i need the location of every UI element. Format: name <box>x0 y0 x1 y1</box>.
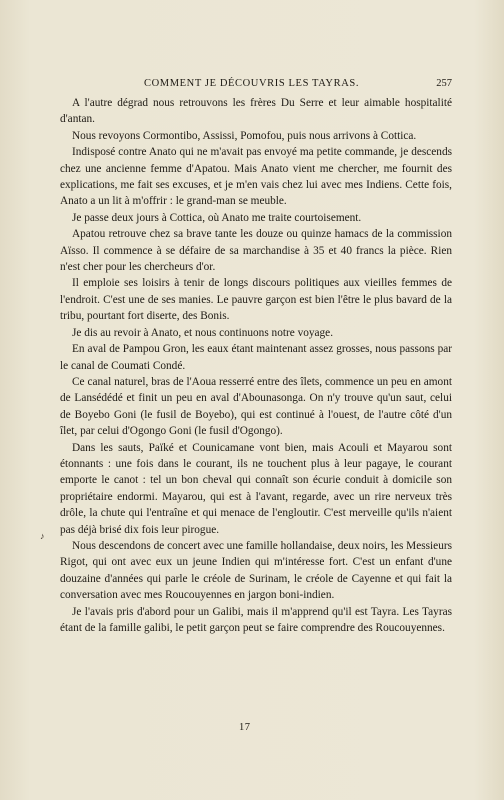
signature-mark: 17 <box>239 722 251 733</box>
margin-mark: ♪ <box>40 531 45 541</box>
paragraph: Je dis au revoir à Anato, et nous continuons notre voyage. <box>72 326 334 339</box>
paragraph: Je l'avais pris d'abord pour un Galibi, mais il m'apprend qu'il est Tayra. Les Tayras étant de la famille galibi, le petit garçon peut se faire comprendre des Roucouyennes. <box>60 605 452 634</box>
body-text <box>60 95 452 636</box>
paragraph: Je passe deux jours à Cottica, où Anato me traite courtoisement. <box>72 211 362 224</box>
running-title: COMMENT JE DÉCOUVRIS LES TAYRAS. <box>144 78 360 89</box>
paragraph: Dans les sauts, Païké et Counicamane vont bien, mais Acouli et Mayarou sont étonnants : une fois dans le courant, ils ne touchent plus à leur pagaye, le courant emporte le canot : tel un bon cheval qui connaît son écurie conduit à domicile son propriétaire endormi. Mayarou, qui est à l'avant, regarde, avec un rire nerveux très drôle, la chute qui l'entraîne et qui menace de l'engloutir. C'est merveille qu'ils n'aient pas déjà brisé dix fois leur pirogue. <box>60 441 452 536</box>
paragraph: En aval de Pampou Gron, les eaux étant maintenant assez grosses, nous passons par le canal de Coumati Condé. <box>60 343 452 372</box>
running-head <box>60 78 452 92</box>
paragraph: Indisposé contre Anato qui ne m'avait pas envoyé ma petite commande, je descends chez une ancienne femme d'Apatou. Mais Anato vient me chercher, me fournit des explications, me fait ses excuses, et je m'en vais chez lui avec mes Indiens. Cette fois, Anato a un lit à m'offrir : le grand-man se meuble. <box>60 146 452 208</box>
paragraph: Il emploie ses loisirs à tenir de longs discours politiques aux vieilles femmes de l'endroit. C'est une de ses manies. Le pauvre garçon est bien l'être le plus bavard de la tribu, pourtant fort diserte, des Bonis. <box>60 277 452 323</box>
paragraph: Nous revoyons Cormontibo, Assissi, Pomofou, puis nous arrivons à Cottica. <box>72 129 417 142</box>
paragraph: A l'autre dégrad nous retrouvons les frères Du Serre et leur aimable hospitalité d'antan. <box>60 97 452 126</box>
paragraph: Ce canal naturel, bras de l'Aoua resserré entre des îlets, commence un peu en amont de Lansédédé et finit un peu en aval d'Abounasonga. On n'y trouve qu'un saut, celui de Boyebo Goni (le fusil de Boyebo), qui est continué à l'ouest, de l'autre côté d'un îlet, par celui d'Ogongo Goni (le fusil d'Ogongo). <box>60 375 452 438</box>
page-number: 257 <box>436 78 452 89</box>
paragraph: Nous descendons de concert avec une famille hollandaise, deux noirs, les Messieurs Rigot, qui ont avec eux un jeune Indien qui m'intéresse fort. C'est un enfant d'une douzaine d'années qui parle le créole de Surinam, le créole de Cayenne et qui fait la conversation avec mes Roucouyennes en jargon boni-indien. <box>60 539 452 602</box>
paragraph: Apatou retrouve chez sa brave tante les douze ou quinze hamacs de la commission Aïsso. Il commence à se défaire de sa marchandise à 35 et 40 francs la pièce. Rien n'est cher pour les chercheurs d'or. <box>60 228 452 274</box>
